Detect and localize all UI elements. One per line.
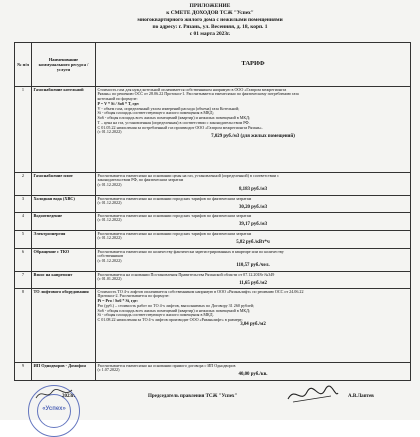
chairman-name: А.В.Лаптев [348,394,374,399]
tariff-cell [96,173,411,196]
tariff-note-line: So6 - общая площадь всех жилых помещений (квартир) и нежилых помещений в МКД; [97,307,251,313]
table-row [15,213,411,231]
table-row [15,289,411,363]
tariff-note-line: Рассчитывается ежемесячно на основании городских тарифов по фактическим затратам [97,230,252,236]
tariff-table [14,42,411,381]
tariff-note-line: Si - общая площадь соответствующего жилого помещения в МКД. [97,312,214,318]
tariff-note-line: T – цена на газ, установленная (определенная) в соответствии с законодательством РФ. [97,119,250,125]
resource-name: Взнос на капремонт [32,272,96,289]
tariff-cell [96,196,411,213]
tariff-note-line: Рассчитывается ежемесячно на основании городских тарифов по фактическим затратам [97,212,252,218]
tariff-value: 30,20 руб./м3 [238,205,268,211]
effective-period: (с 01.12.2022) [97,235,122,241]
tariff-note-line: С 01.08.22 начисления за ТО 4-х лифтов производит ООО «Рязаньлифт» в размере: [97,317,243,323]
resource-name: ИП Однодворов - Домофон [32,363,96,381]
doc-title: ПРИЛОЖЕНИЕ [189,3,231,9]
row-number: 6 [15,249,32,272]
effective-period: (с 01.12.2022) [97,258,122,264]
doc-effective-date: с 01 марта 2023г. [189,31,231,37]
chairman-signature [285,384,340,406]
table-row [15,87,411,173]
row-number: 5 [15,231,32,249]
tariff-cell [96,289,411,363]
row-number: 2 [15,173,32,196]
tariff-cell [96,272,411,289]
tariff-value: 110,57 руб./чел. [236,262,270,268]
tariff-value: 39,17 руб./м3 [238,222,268,228]
doc-subtitle-2: многоквартирного жилого дома с нежилыми помещениями [137,17,283,23]
tariff-note-line: котельной по формуле: [97,96,138,102]
tariff-cell [96,231,411,249]
tariff-note-line: Рассчитывается ежемесячно на основании цены на газ, установленной (определенной) в соответствии с [97,172,279,178]
tariff-value: 40,00 руб./кв. [238,372,268,378]
resource-name: ТО лифтового оборудования [32,289,96,363]
row-number: 9 [15,363,32,381]
tariff-note-line: Pro (руб.) – стоимость работ по ТО 4-х лифтов, выполняемых по Договору 31 260 рублей; [97,302,255,308]
tariff-cell [96,249,411,272]
date-signature [34,386,74,402]
tariff-note-line: Стоимость газа для нужд котельной оплачивается собственником напрямую в ООО «Газпром межрегионгаз [97,86,287,92]
row-number: 7 [15,272,32,289]
row-number: 3 [15,196,32,213]
tariff-note-line: V - объем газа, определенный узлом измерений расхода (объема) газа Котельной; [97,105,240,111]
tariff-note-line: законодательством РФ, по фактическим затратам [97,177,184,183]
tariff-value: 11,65 руб./м2 [239,281,267,287]
tariff-cell [96,213,411,231]
tariff-note-line: Рассчитывается ежемесячно на основании прямого договора с ИП Однодворов [97,362,236,368]
tariff-cell [96,87,411,173]
table-row [15,196,411,213]
tariff-value: 8,183 руб./м3 [238,186,268,192]
tariff-note-line: So6 - общая площадь всех жилых помещений (квартир) и нежилых помещений в МКД; [97,115,251,121]
resource-name: Газоснабжение котельной [32,87,96,173]
row-number: 4 [15,213,32,231]
tariff-note-line: 3,04 руб./м2 [240,321,266,327]
effective-period: (с 01.12.2022) [97,129,122,135]
col-header-number: № п/п [15,43,32,87]
row-number: 1 [15,87,32,173]
tariff-note-line: собственников [97,253,124,259]
table-header-row [15,43,411,87]
tariff-note-line: P = V * Si / So6 * T, где: [97,100,140,106]
tariff-value: 7,029 руб./м3 (для жилых помещений) [211,134,295,140]
doc-subtitle: к СМЕТЕ ДОХОДОВ ТСЖ "Успех" [166,10,254,16]
stamp-text: «Успех» [42,406,66,412]
tariff-note-line: Стоимость ТО 4-х лифтов оплачивается собственником напрямую в ООО «Рязаньлифт» по решению ОСС от 24.06.22 [97,288,304,294]
resource-name: Газоснабжение плит [32,173,96,196]
tariff-note-line: Протокол-2. Рассчитывается по формуле: [97,293,170,299]
table-row [15,173,411,196]
effective-period: (с 01.01.2022) [97,276,122,282]
tariff-note-line: Рассчитывается на основании Постановления Правительства Рязанской области от 07.12.2018г №349 [97,271,275,277]
table-row [15,231,411,249]
row-number: 8 [15,289,32,363]
resource-name: Водоотведение [32,213,96,231]
chairman-title: Председатель правления ТСЖ "Успех" [148,394,238,399]
table-row [15,249,411,272]
tariff-value: 5,82 руб./кВт*ч [236,240,270,246]
tariff-note-line: Рязань» по решению ОСС от 28.06.22 Протокол-1. Рассчитывается ежемесячно по фактическому потреблению газа [97,91,299,97]
tariff-note-line: Рассчитывается ежемесячно на основании городских тарифов по фактическим затратам [97,195,252,201]
effective-period: (с 1.07.2022) [97,367,120,373]
resource-name: Обращение с ТКО [32,249,96,272]
footer-date: 2023г. [62,394,75,399]
tariff-cell [96,363,411,381]
col-header-name: Наименование коммунального ресурса / услуги [32,43,96,87]
tariff-note-line: Рассчитывается ежемесячно по количеству фактически зарегистрированных в квартире или по количеству [97,248,284,254]
tariff-note-line: Pi = Pro / So6 * Si, где: [97,298,138,304]
resource-name: Холодная вода (ХВС) [32,196,96,213]
effective-period: (с 01.12.2022) [97,182,122,188]
table-row [15,363,411,381]
effective-period: (с 01.12.2022) [97,200,122,206]
effective-period: (с 01.12.2022) [97,217,122,223]
table-row [15,272,411,289]
tariff-note-line: Si - общая площадь соответствующего жилого помещения в МКД; [97,110,214,116]
resource-name: Электроэнергия [32,231,96,249]
col-header-tariff: ТАРИФ [96,43,411,87]
tariff-note-line: С 01.05.22 начисления за потребленный газ производит ООО «Газпром межрегионгаз Рязань». [97,124,263,130]
doc-address: по адресу: г. Рязань, ул. Весенняя, д. 18, корп. 1 [152,24,268,30]
